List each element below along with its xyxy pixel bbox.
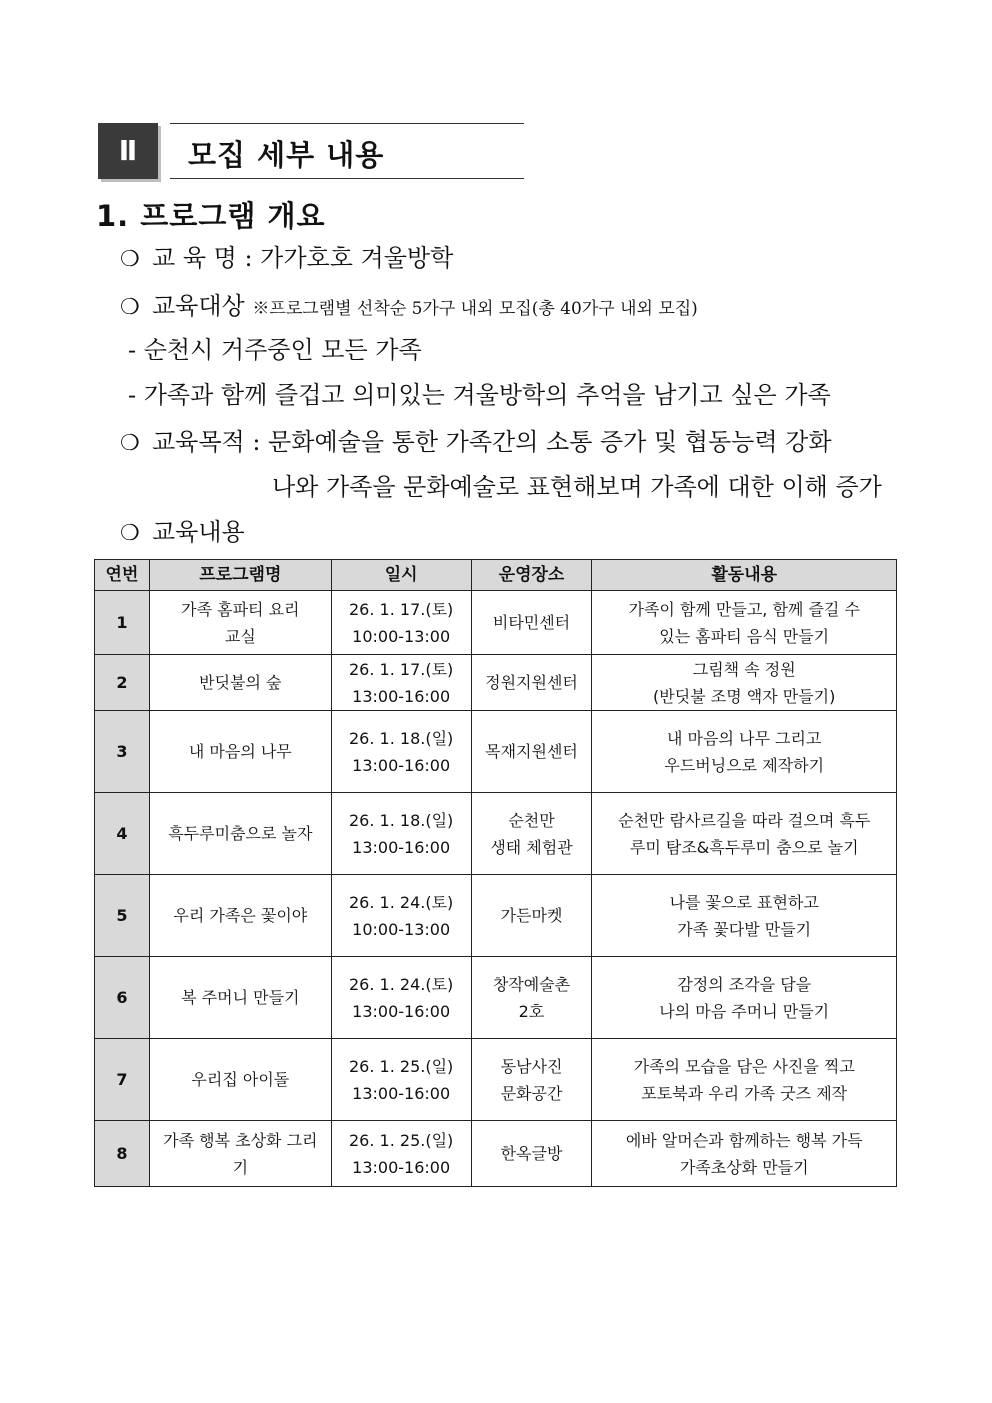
activity-line: 나의 마음 주머니 만들기 [659, 1001, 830, 1021]
program-time: 13:00-16:00 [352, 1001, 451, 1021]
program-name-cell [149, 711, 331, 793]
activity-cell [592, 1039, 897, 1121]
place-cell [471, 793, 592, 875]
table-row [95, 711, 897, 793]
program-table [94, 559, 897, 1187]
subsection-title: 1. 프로그램 개요 [96, 199, 326, 233]
datetime-cell [331, 957, 471, 1039]
edu-name-value: 가가호호 겨울방학 [260, 244, 454, 272]
purpose-line [120, 422, 832, 457]
activity-cell [592, 875, 897, 957]
activity-line: 나를 꽃으로 표현하고 [669, 892, 819, 912]
content-line [120, 512, 245, 547]
section-title-frame [170, 123, 524, 179]
program-name-cell [149, 875, 331, 957]
section-number-badge: Ⅱ [98, 123, 158, 179]
program-time: 10:00-13:00 [352, 626, 451, 646]
place-cell [471, 875, 592, 957]
program-date: 26. 1. 25.(일) [349, 1056, 454, 1076]
circle-bullet-icon: ❍ [120, 295, 140, 320]
activity-line: 가족 꽃다발 만들기 [677, 919, 812, 939]
place-line: 한옥글방 [500, 1144, 563, 1163]
program-time: 13:00-16:00 [352, 1157, 451, 1177]
activity-cell [592, 591, 897, 655]
program-date: 26. 1. 24.(토) [349, 892, 454, 912]
datetime-cell [331, 875, 471, 957]
table-row [95, 591, 897, 655]
activity-cell [592, 711, 897, 793]
place-cell [471, 957, 592, 1039]
program-name-cell [149, 957, 331, 1039]
activity-line: (반딧불 조명 액자 만들기) [653, 686, 836, 706]
purpose-label: 교육목적 : [152, 428, 261, 456]
activity-line: 내 마음의 나무 그리고 [667, 728, 822, 748]
activity-cell [592, 655, 897, 711]
program-date: 26. 1. 24.(토) [349, 974, 454, 994]
program-time: 13:00-16:00 [352, 1083, 451, 1103]
place-line: 2호 [518, 1001, 545, 1021]
purpose-line-2: 나와 가족을 문화예술로 표현해보며 가족에 대한 이해 증가 [272, 473, 882, 501]
table-row [95, 793, 897, 875]
datetime-cell [331, 1121, 471, 1187]
place-cell [471, 655, 592, 711]
program-name-cell [149, 1039, 331, 1121]
header-program: 프로그램명 [149, 560, 331, 591]
section-title: 모집 세부 내용 [188, 138, 385, 172]
header-activity: 활동내용 [592, 560, 897, 591]
target-line [120, 286, 698, 321]
program-name-line: 흑두루미춤으로 놀자 [168, 824, 313, 843]
datetime-cell [331, 711, 471, 793]
program-name-line: 가족 홈파티 요리 [181, 599, 300, 619]
place-line: 생태 체험관 [490, 837, 573, 857]
content-label: 교육내용 [152, 518, 245, 546]
circle-bullet-icon: ❍ [120, 431, 140, 456]
program-date: 26. 1. 25.(일) [349, 1130, 454, 1150]
place-line: 순천만 [508, 810, 555, 830]
row-number: 6 [95, 957, 150, 1039]
place-line: 목재지원센터 [485, 742, 578, 761]
section-header [98, 123, 526, 179]
place-cell [471, 591, 592, 655]
program-name-line: 복 주머니 만들기 [181, 988, 300, 1007]
program-date: 26. 1. 17.(토) [349, 659, 454, 679]
program-name-cell [149, 655, 331, 711]
datetime-cell [331, 793, 471, 875]
program-name-line: 교실 [224, 626, 256, 646]
header-place: 운영장소 [471, 560, 592, 591]
program-date: 26. 1. 17.(토) [349, 599, 454, 619]
table-header-row [95, 560, 897, 591]
table-body [95, 591, 897, 1187]
datetime-cell [331, 655, 471, 711]
program-date: 26. 1. 18.(일) [349, 728, 454, 748]
program-date: 26. 1. 18.(일) [349, 810, 454, 830]
program-name-line: 우리집 아이돌 [191, 1070, 290, 1089]
activity-line: 가족이 함께 만들고, 함께 즐길 수 [628, 599, 860, 619]
activity-line: 있는 홈파티 음식 만들기 [659, 626, 830, 646]
target-item-2: - 가족과 함께 즐겁고 의미있는 겨울방학의 추억을 남기고 싶은 가족 [128, 381, 831, 409]
row-number: 3 [95, 711, 150, 793]
activity-cell [592, 793, 897, 875]
target-item-1: - 순천시 거주중인 모든 가족 [128, 336, 422, 364]
activity-cell [592, 957, 897, 1039]
activity-cell [592, 1121, 897, 1187]
target-note: ※프로그램별 선착순 5가구 내외 모집(총 40가구 내외 모집) [252, 299, 698, 319]
row-number: 1 [95, 591, 150, 655]
place-line: 가든마켓 [500, 906, 563, 925]
program-name-line: 우리 가족은 꽃이야 [173, 906, 308, 925]
program-name-line: 가족 행복 초상화 그리기 [163, 1130, 318, 1177]
activity-line: 루미 탐조&흑두루미 춤으로 놀기 [629, 837, 859, 857]
datetime-cell [331, 1039, 471, 1121]
activity-line: 우드버닝으로 제작하기 [664, 755, 825, 775]
table-row [95, 655, 897, 711]
place-cell [471, 1121, 592, 1187]
datetime-cell [331, 591, 471, 655]
table-row [95, 1121, 897, 1187]
place-line: 비타민센터 [492, 613, 571, 632]
circle-bullet-icon: ❍ [120, 247, 140, 272]
program-time: 13:00-16:00 [352, 837, 451, 857]
row-number: 2 [95, 655, 150, 711]
activity-line: 가족의 모습을 담은 사진을 찍고 [633, 1056, 855, 1076]
edu-name-line [120, 238, 453, 273]
place-line: 창작예술촌 [492, 974, 571, 994]
circle-bullet-icon: ❍ [120, 521, 140, 546]
row-number: 8 [95, 1121, 150, 1187]
activity-line: 감정의 조각을 담을 [677, 974, 812, 994]
row-number: 5 [95, 875, 150, 957]
header-datetime: 일시 [331, 560, 471, 591]
header-no: 연번 [95, 560, 150, 591]
place-line: 동남사진 [500, 1056, 563, 1076]
place-cell [471, 711, 592, 793]
activity-line: 그림책 속 정원 [692, 659, 796, 679]
target-label: 교육대상 [152, 292, 245, 320]
table-row [95, 875, 897, 957]
program-name-cell [149, 591, 331, 655]
program-name-cell [149, 1121, 331, 1187]
activity-line: 가족초상화 만들기 [679, 1157, 809, 1177]
row-number: 4 [95, 793, 150, 875]
activity-line: 포토북과 우리 가족 굿즈 제작 [641, 1083, 848, 1103]
program-name-line: 반딧불의 숲 [199, 673, 282, 692]
table-row [95, 1039, 897, 1121]
row-number: 7 [95, 1039, 150, 1121]
place-line: 정원지원센터 [485, 673, 578, 692]
activity-line: 순천만 람사르길을 따라 걸으며 흑두 [618, 810, 871, 830]
program-time: 13:00-16:00 [352, 755, 451, 775]
program-name-line: 내 마음의 나무 [188, 742, 292, 761]
edu-name-label: 교 육 명 : [152, 244, 253, 272]
place-line: 문화공간 [500, 1083, 563, 1103]
purpose-line-1: 문화예술을 통한 가족간의 소통 증가 및 협동능력 강화 [268, 428, 832, 456]
program-name-cell [149, 793, 331, 875]
activity-line: 에바 알머슨과 함께하는 행복 가득 [625, 1130, 863, 1150]
table-row [95, 957, 897, 1039]
place-cell [471, 1039, 592, 1121]
program-time: 10:00-13:00 [352, 919, 451, 939]
program-time: 13:00-16:00 [352, 686, 451, 706]
